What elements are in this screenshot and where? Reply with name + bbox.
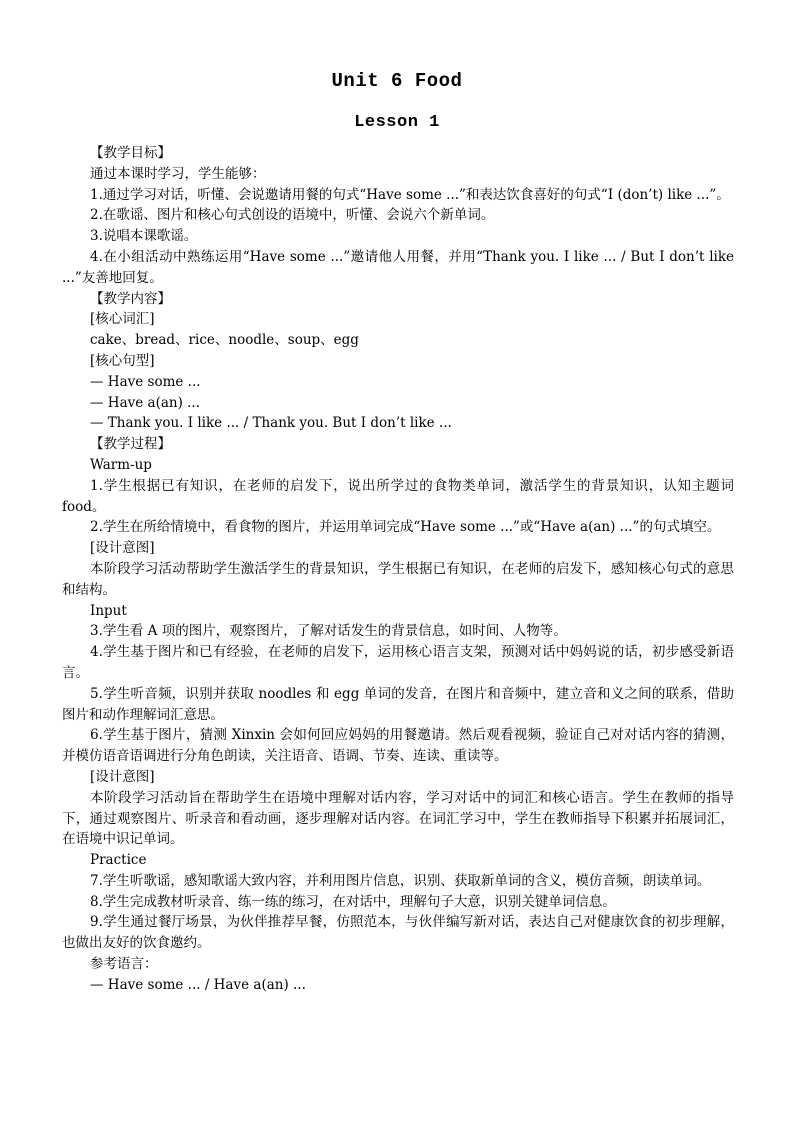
stage-label-input: Input (90, 602, 127, 619)
process-step-6: 6.学生基于图片，猜测 Xinxin 会如何回应妈妈的用餐邀请。然后观看视频，验证自己对对话内容的猜测，并模仿语音语调进行分角色朗读，关注语音、语调、节奏、连读、重读等。 (62, 727, 734, 765)
subheading-core-vocabulary: [核心词汇] (90, 311, 155, 328)
document-title: Unit 6 Food (331, 70, 463, 92)
process-step-4: 4.学生基于图片和已有经验，在老师的启发下，运用核心语言支架，预测对话中妈妈说的话，初步感受新语言。 (62, 644, 734, 681)
section-heading-objectives: 【教学目标】 (90, 145, 171, 161)
process-step-3: 3.学生看 A 项的图片，观察图片，了解对话发生的背景信息，如时间、人物等。 (90, 623, 567, 640)
stage-label-practice: Practice (90, 852, 147, 869)
design-intent-text-2: 本阶段学习活动旨在帮助学生在语境中理解对话内容，学习对话中的词汇和核心语言。学生在教师的指导下，通过观察图片、听录音和看动画，逐步理解对话内容。在词汇学习中，学生在教师指导下积累并拓展词汇，在语境中识记单词。 (62, 789, 734, 848)
process-step-7: 7.学生听歌谣，感知歌谣大致内容，并利用图片信息，识别、获取新单词的含义，模仿音频，朗读单词。 (90, 872, 711, 889)
objective-item-1: 1.通过学习对话，听懂、会说邀请用餐的句式“Have some ...”和表达饮食喜好的句式“I (don’t) like ...”。 (90, 186, 730, 203)
process-step-1: 1.学生根据已有知识，在老师的启发下，说出所学过的食物类单词，激活学生的背景知识，认知主题词 food。 (62, 477, 734, 515)
subheading-core-sentences: [核心句型] (90, 352, 155, 369)
process-step-2: 2.学生在所给情境中，看食物的图片，并运用单词完成“Have some ...”或“Have a(an) ...”的句式填空。 (90, 519, 721, 536)
process-step-5: 5.学生听音频，识别并获取 noodles 和 egg 单词的发音，在图片和音频中，建立音和义之间的联系，借助图片和动作理解词汇意思。 (62, 685, 734, 723)
objective-item-3: 3.说唱本课歌谣。 (90, 228, 198, 245)
stage-label-warm-up: Warm-up (90, 456, 152, 473)
objectives-intro: 通过本课时学习，学生能够： (90, 165, 266, 182)
process-step-9: 9.学生通过餐厅场景，为伙伴推荐早餐，仿照范本，与伙伴编写新对话，表达自己对健康饮食的初步理解，也做出友好的饮食邀约。 (62, 914, 734, 952)
core-sentence-1: — Have some ... (90, 373, 201, 390)
reference-language-label: 参考语言： (90, 956, 158, 973)
objective-item-2: 2.在歌谣、图片和核心句式创设的语境中，听懂、会说六个新单词。 (90, 207, 495, 224)
section-heading-content: 【教学内容】 (90, 290, 171, 307)
design-intent-label-2: [设计意图] (90, 768, 155, 785)
design-intent-label-1: [设计意图] (90, 540, 155, 557)
section-heading-process: 【教学过程】 (90, 436, 171, 453)
lesson-plan-body (62, 143, 734, 996)
core-sentence-2: — Have a(an) ... (90, 394, 201, 411)
lesson-subtitle: Lesson 1 (354, 113, 440, 132)
core-vocabulary-list: cake、bread、rice、noodle、soup、egg (90, 332, 359, 349)
reference-language-line: — Have some ... / Have a(an) ... (90, 976, 306, 993)
design-intent-text-1: 本阶段学习活动帮助学生激活学生的背景知识，学生根据已有知识，在老师的启发下，感知核心句式的意思和结构。 (62, 560, 734, 598)
process-step-8: 8.学生完成教材听录音、练一练的练习，在对话中，理解句子大意，识别关键单词信息。 (90, 893, 616, 910)
objective-item-4: 4.在小组活动中熟练运用“Have some ...”邀请他人用餐，并用“Thank you. I like ... / But I don’t like ...”友善地回复。 (62, 248, 734, 286)
core-sentence-3: — Thank you. I like ... / Thank you. But I don’t like ... (90, 415, 452, 432)
